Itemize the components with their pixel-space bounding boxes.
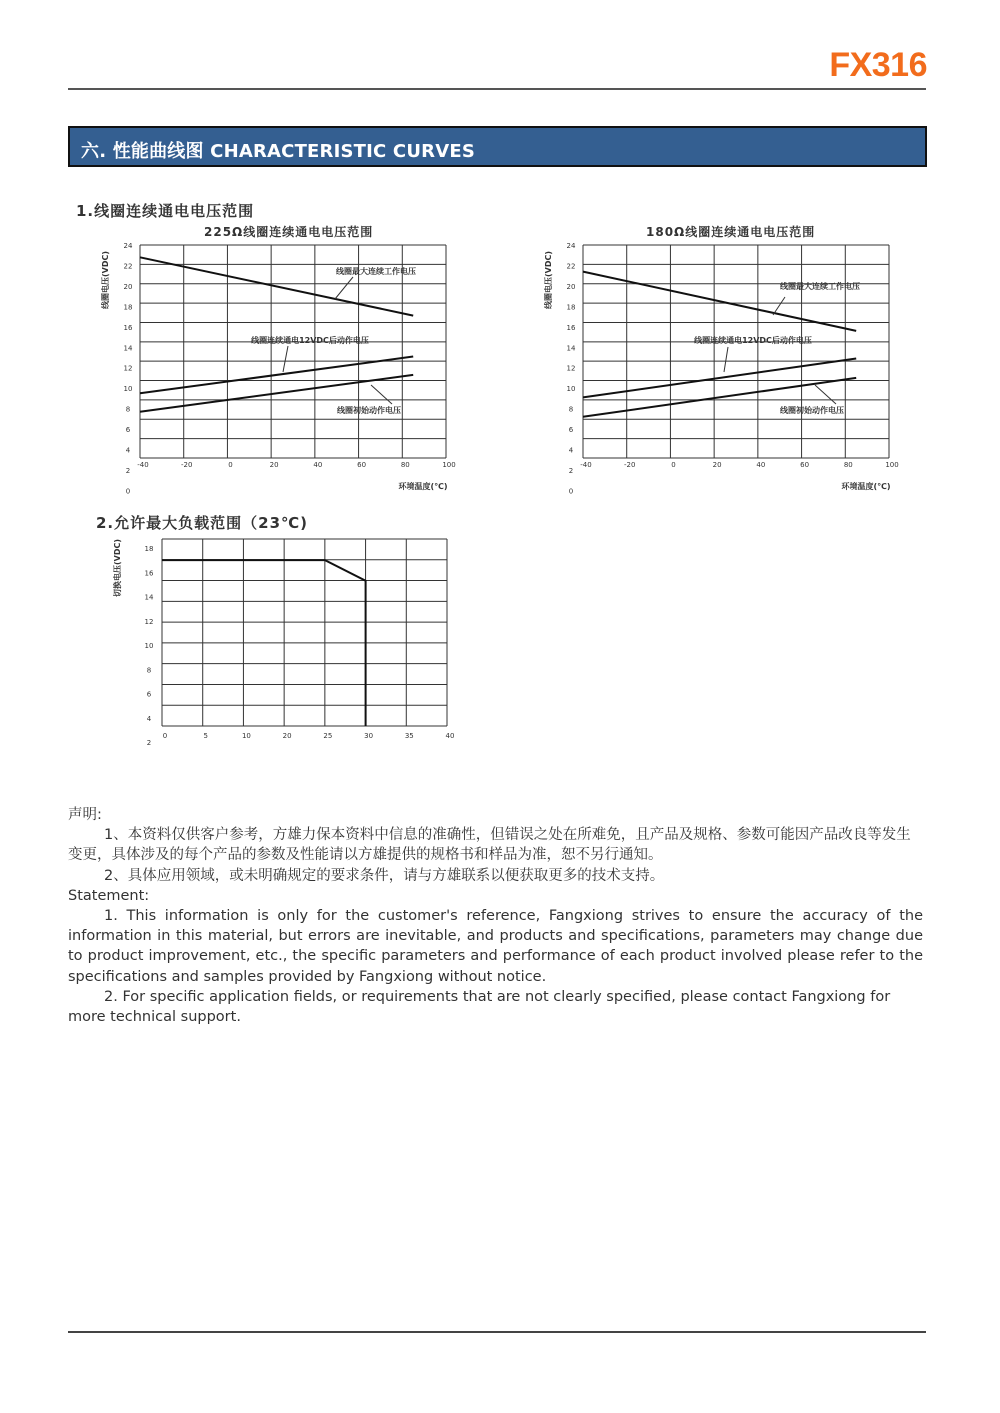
x-tick-label: 20 bbox=[712, 461, 722, 469]
y-tick-label: 14 bbox=[144, 593, 154, 602]
x-tick-label: 100 bbox=[885, 461, 899, 469]
x-tick-label: 10 bbox=[241, 732, 251, 740]
y-tick-label: 14 bbox=[566, 344, 576, 353]
y-tick-label: 8 bbox=[146, 666, 152, 675]
series-annotation-label: 线圈最大连续工作电压 bbox=[336, 267, 416, 276]
annotation-leader-line bbox=[283, 346, 288, 372]
series-line bbox=[140, 357, 413, 394]
x-tick-label: 35 bbox=[404, 732, 414, 740]
chart-180-ohm bbox=[543, 242, 899, 495]
y-tick-label: 18 bbox=[566, 303, 576, 312]
statement-cn-heading: 声明: bbox=[68, 807, 102, 823]
series-annotation-label: 线圈初始动作电压 bbox=[337, 406, 401, 415]
y-tick-label: 4 bbox=[146, 714, 152, 723]
statement-cn-item-1: 1、本资料仅供客户参考，方雄力保本资料中信息的准确性，但错误之处在所难免，且产品及规格、参数可能因产品改良等发生变更，具体涉及的每个产品的参数及性能请以方雄提供的规格书和样品为准，恕不另行通知。 bbox=[68, 827, 911, 864]
x-tick-label: 40 bbox=[445, 732, 455, 740]
x-tick-label: 80 bbox=[400, 461, 410, 469]
y-tick-label: 18 bbox=[123, 303, 133, 312]
x-tick-label: -40 bbox=[137, 461, 149, 469]
y-tick-label: 22 bbox=[566, 262, 576, 271]
section-title: 六. 性能曲线图 CHARACTERISTIC CURVES bbox=[81, 141, 476, 162]
x-axis-label: 环境温度(℃) bbox=[841, 482, 891, 491]
statement-en-item-1: 1. This information is only for the customer's reference, Fangxiong strives to ensure the accuracy of the information in this material, but errors are inevitable, and products and specifications, parameters may change due to product improvement, etc., the specific parameters and performance of each product involved please refer to the specifications and samples provided by Fangxiong without notice. bbox=[68, 908, 923, 985]
x-tick-label: -40 bbox=[580, 461, 592, 469]
y-tick-label: 2 bbox=[568, 466, 574, 475]
x-tick-label: 0 bbox=[228, 461, 233, 469]
x-tick-label: 0 bbox=[671, 461, 676, 469]
chart-title-180: 180Ω线圈连续通电电压范围 bbox=[646, 225, 816, 239]
chart-grid bbox=[162, 539, 447, 726]
annotation-leader-line bbox=[724, 347, 728, 372]
statement-en-heading: Statement: bbox=[68, 887, 150, 904]
footer-divider bbox=[68, 1331, 926, 1333]
y-tick-label: 16 bbox=[123, 323, 133, 332]
y-tick-label: 20 bbox=[566, 282, 576, 291]
y-axis-label: 线圈电压(VDC) bbox=[101, 250, 110, 310]
y-tick-label: 6 bbox=[146, 690, 152, 699]
y-tick-label: 22 bbox=[123, 262, 133, 271]
y-tick-label: 0 bbox=[568, 487, 574, 496]
y-axis-label: 切换电压(VDC) bbox=[113, 538, 122, 598]
y-tick-label: 4 bbox=[568, 446, 574, 455]
x-tick-label: 100 bbox=[442, 461, 456, 469]
y-tick-label: 2 bbox=[146, 739, 152, 747]
subsection-title-coil-voltage: 1.线圈连续通电电压范围 bbox=[76, 202, 255, 220]
y-tick-label: 24 bbox=[123, 242, 133, 250]
annotation-leader-line bbox=[335, 277, 353, 299]
chart-225-ohm bbox=[100, 242, 456, 495]
y-tick-label: 20 bbox=[123, 282, 133, 291]
chart-grid bbox=[140, 245, 446, 458]
chart-grid bbox=[583, 245, 889, 458]
x-tick-label: 40 bbox=[313, 461, 323, 469]
y-tick-label: 0 bbox=[125, 487, 131, 496]
y-axis-label: 线圈电压(VDC) bbox=[544, 250, 553, 310]
x-tick-label: 5 bbox=[203, 732, 208, 740]
annotation-leader-line bbox=[773, 297, 785, 315]
y-tick-label: 14 bbox=[123, 344, 133, 353]
x-tick-label: 80 bbox=[843, 461, 853, 469]
y-tick-label: 18 bbox=[144, 545, 154, 553]
y-tick-label: 24 bbox=[566, 242, 576, 250]
x-tick-label: 60 bbox=[800, 461, 810, 469]
statement-en-item-2: 2. For specific application fields, or requirements that are not clearly specified, please contact Fangxiong for more technical support. bbox=[68, 988, 891, 1026]
y-tick-label: 8 bbox=[125, 405, 131, 414]
chart-title-225: 225Ω线圈连续通电电压范围 bbox=[204, 225, 374, 239]
chart-max-load bbox=[112, 539, 454, 747]
x-tick-label: 60 bbox=[357, 461, 367, 469]
y-tick-label: 6 bbox=[125, 426, 131, 435]
subsection-title-max-load: 2.允许最大负载范围（23℃) bbox=[96, 514, 309, 532]
x-tick-label: 0 bbox=[162, 732, 168, 740]
x-tick-label: 20 bbox=[269, 461, 279, 469]
y-tick-label: 6 bbox=[568, 426, 574, 435]
model-number: FX316 bbox=[829, 46, 927, 84]
y-tick-label: 12 bbox=[144, 617, 154, 626]
x-tick-label: 40 bbox=[756, 461, 766, 469]
x-tick-label: -20 bbox=[180, 461, 193, 469]
y-tick-label: 10 bbox=[144, 642, 154, 650]
series-annotation-label: 线圈最大连续工作电压 bbox=[780, 282, 860, 291]
x-tick-label: 25 bbox=[323, 732, 333, 740]
y-tick-label: 12 bbox=[566, 364, 576, 373]
y-tick-label: 16 bbox=[566, 323, 576, 332]
statement-block bbox=[68, 805, 923, 1027]
y-tick-label: 16 bbox=[144, 569, 154, 578]
series-line bbox=[583, 359, 856, 398]
x-axis-label: 环境温度(℃) bbox=[398, 482, 448, 491]
y-tick-label: 8 bbox=[568, 405, 574, 414]
series-annotation-label: 线圈初始动作电压 bbox=[780, 406, 844, 415]
y-tick-label: 10 bbox=[566, 385, 576, 394]
x-tick-label: 20 bbox=[282, 732, 292, 740]
x-tick-label: -20 bbox=[623, 461, 636, 469]
annotation-leader-line bbox=[815, 385, 836, 404]
y-tick-label: 4 bbox=[125, 446, 131, 455]
x-tick-label: 30 bbox=[364, 732, 374, 740]
y-tick-label: 10 bbox=[123, 385, 133, 394]
y-tick-label: 12 bbox=[123, 364, 133, 373]
y-tick-label: 2 bbox=[125, 466, 131, 475]
series-annotation-label: 线圈连续通电12VDC后动作电压 bbox=[251, 336, 369, 345]
series-annotation-label: 线圈连续通电12VDC后动作电压 bbox=[694, 336, 812, 345]
statement-cn-item-2: 2、具体应用领域，或未明确规定的要求条件，请与方雄联系以便获取更多的技术支持。 bbox=[104, 867, 665, 884]
annotation-leader-line bbox=[371, 385, 392, 404]
